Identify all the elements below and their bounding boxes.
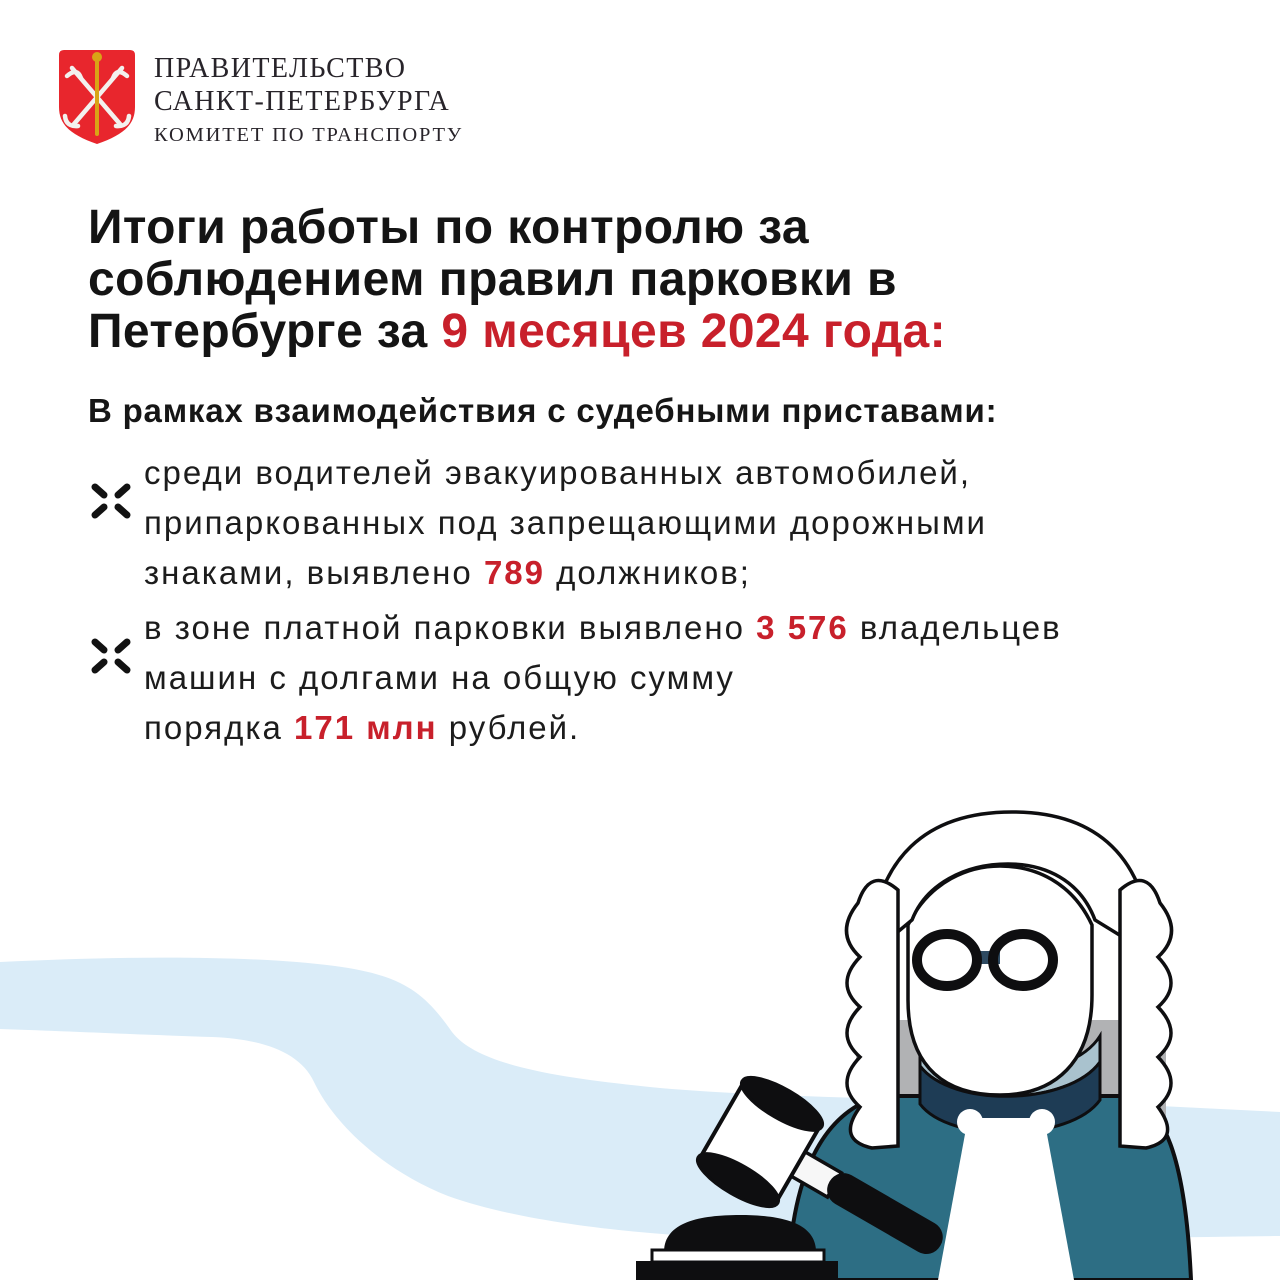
bullet-list [86,448,1236,758]
bullet2-line3-pre: порядка [144,709,295,746]
bullet-text [144,603,1062,753]
logo-org-line1: ПРАВИТЕЛЬСТВО [154,53,407,84]
bullet2-line1-pre: в зоне платной парковки выявлено [144,609,757,646]
title-line-2: соблюдением правил парковки в [88,253,897,306]
sparkle-bullet-icon [86,631,136,681]
bullet1-line1: среди водителей эвакуированных автомобилей, [144,454,972,491]
title-period-highlight: 9 месяцев 2024 года: [441,305,947,358]
spb-coat-of-arms-icon [55,46,139,148]
title-line-3 [88,306,946,358]
title-line-1: Итоги работы по контролю за [88,201,810,254]
page-title [88,202,946,358]
bullet-text [144,448,987,598]
bullet2-line1 [144,603,1062,653]
bullet2-line3-post: рублей. [437,709,581,746]
bullet1-line3-post: должников; [545,554,751,591]
bullet2-line3 [144,703,1062,753]
bullet2-line2: машин с долгами на общую сумму [144,659,735,696]
logo-department: КОМИТЕТ ПО ТРАНСПОРТУ [154,124,464,146]
sparkle-bullet-icon [86,476,136,526]
section-subtitle: В рамках взаимодействия с судебными приставами: [88,392,998,429]
bullet1-line3-pre: знаками, выявлено [144,554,484,591]
list-item-debtors [86,448,1236,598]
bullet1-line3 [144,548,987,598]
bullet1-line2: припаркованных под запрещающими дорожными [144,504,987,541]
title-line-3-black: Петербурге за [88,305,442,358]
bullet2-line1-post: владельцев [848,609,1062,646]
logo-text [154,46,463,147]
list-item-paid-parking [86,603,1236,753]
stat-debtors-count: 789 [483,554,545,591]
logo-org-line2: САНКТ-ПЕТЕРБУРГА [154,86,451,117]
stat-debt-sum: 171 млн [294,709,438,746]
logo-block [55,46,463,148]
stat-owners-count: 3 576 [756,609,849,646]
